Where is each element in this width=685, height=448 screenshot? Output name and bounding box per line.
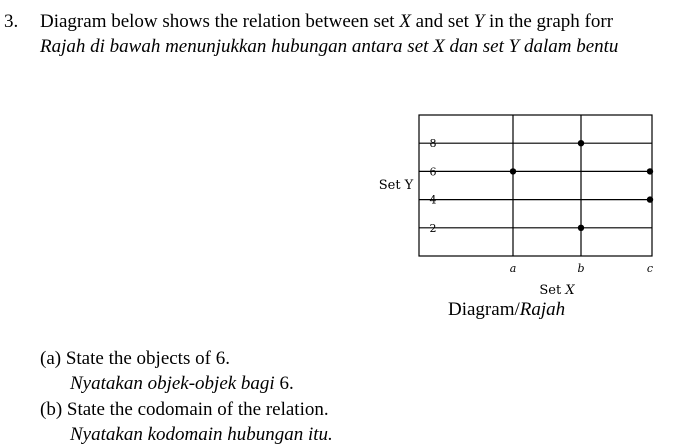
part-a-english	[40, 348, 230, 370]
x-axis-title-variable: X	[565, 283, 575, 298]
part-a-malay	[70, 373, 294, 395]
x-tick-label: b	[577, 262, 585, 275]
question-text-malay: Rajah di bawah menunjukkan hubungan antara set X dan set Y dalam bentu	[40, 36, 619, 57]
x-axis-title-prefix: Set	[539, 283, 566, 298]
relation-point	[578, 140, 584, 146]
relation-point	[647, 168, 653, 174]
part-a-number: 6	[215, 348, 226, 369]
set-y-symbol: Y	[473, 11, 485, 32]
y-tick-label: 6	[429, 165, 437, 179]
relation-point	[578, 225, 584, 231]
part-a-malay-text: Nyatakan objek-objek bagi	[70, 373, 280, 394]
question-text-part: in the graph forr	[484, 11, 614, 32]
graph-grid	[419, 115, 653, 275]
part-b-malay: Nyatakan kodomain hubungan itu.	[70, 424, 333, 445]
x-tick-label: c	[646, 262, 654, 275]
relation-point	[647, 196, 653, 202]
part-a-malay-period: .	[288, 373, 294, 394]
x-tick-label: a	[509, 262, 517, 275]
y-tick-label: 2	[429, 221, 437, 235]
graph-frame	[419, 115, 652, 256]
part-a-period: .	[225, 348, 230, 369]
caption-malay: Rajah	[519, 299, 566, 320]
set-x-symbol: X	[399, 11, 411, 32]
y-axis-title: Set Y	[378, 178, 414, 193]
y-tick-label: 8	[429, 137, 437, 151]
x-axis-title	[539, 283, 575, 298]
caption-english: Diagram/	[448, 299, 520, 320]
part-a-text: (a) State the objects of	[40, 348, 216, 369]
part-b-english: (b) State the codomain of the relation.	[40, 399, 329, 420]
part-a-malay-number: 6	[279, 373, 289, 394]
y-tick-label: 4	[429, 193, 437, 207]
question-text-part: and set	[410, 11, 474, 32]
question-text-part: Diagram below shows the relation between set	[40, 11, 400, 32]
question-number: 3.	[4, 11, 19, 32]
diagram-caption	[448, 299, 565, 321]
relation-point	[510, 168, 516, 174]
